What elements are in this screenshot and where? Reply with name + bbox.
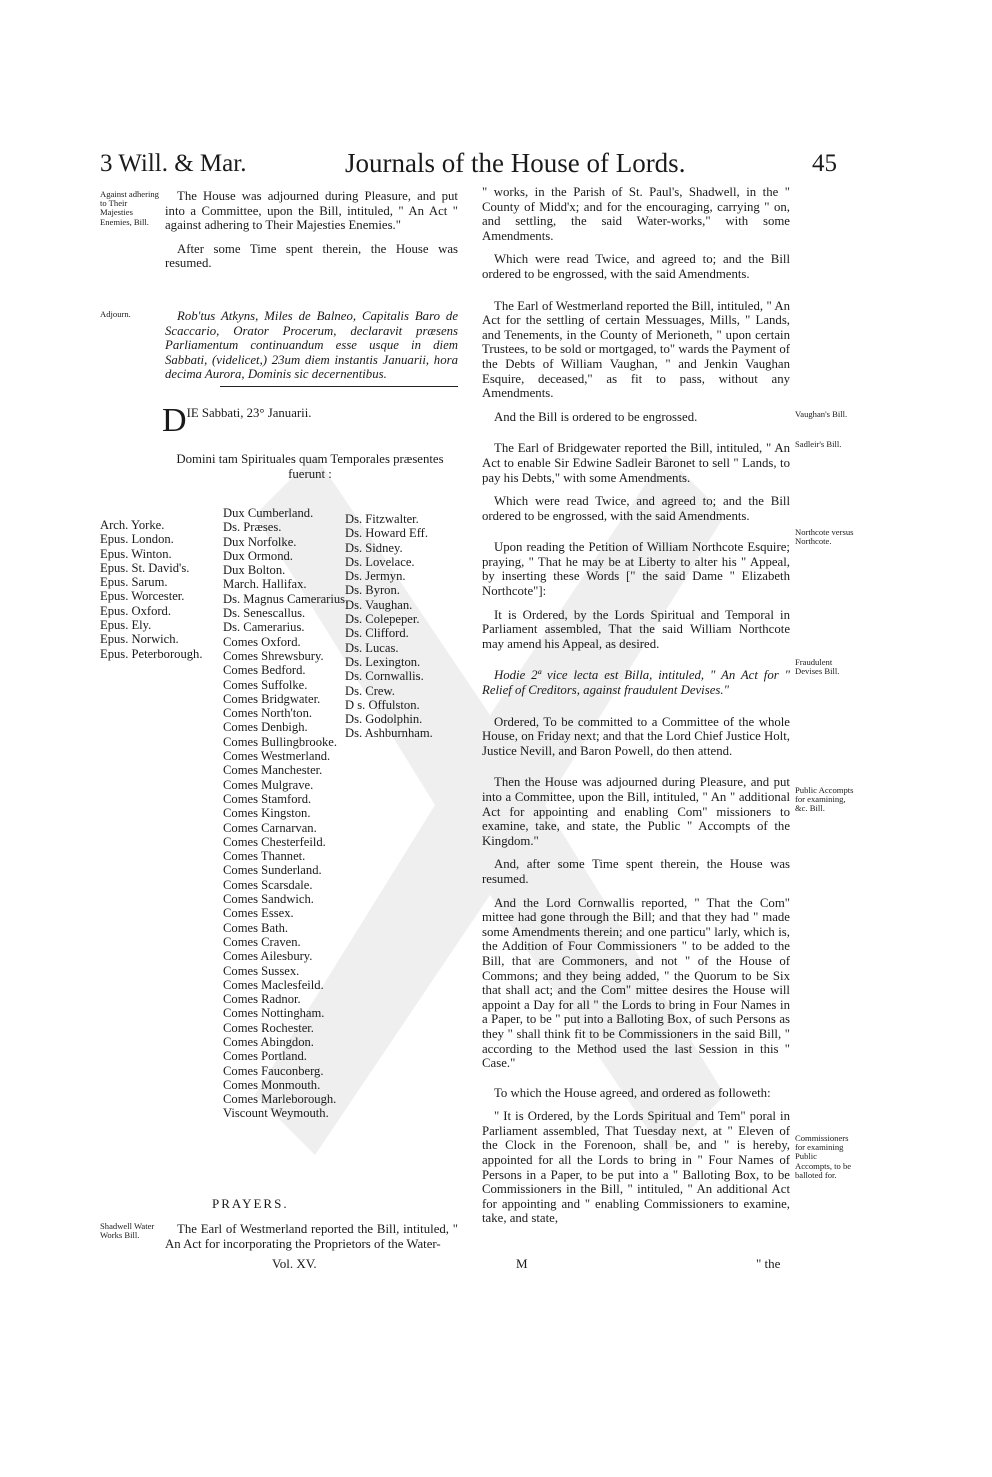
- baron-entry: Ds. Fitzwalter.: [345, 512, 419, 526]
- lord-entry: Comes Carnarvan.: [223, 820, 317, 835]
- bishop-entry: Epus. Ely.: [100, 618, 152, 633]
- section-divider: [220, 386, 458, 387]
- lord-entry: Comes Kingston.: [223, 806, 311, 821]
- baron-entry: Ds. Lovelace.: [345, 554, 415, 569]
- lord-entry: Comes Abingdon.: [223, 1034, 314, 1049]
- lord-entry: Comes North'ton.: [223, 706, 313, 721]
- bishop-entry: Epus. Norwich.: [100, 632, 179, 647]
- paragraph-house-resumed-2: And, after some Time spent therein, the House was resumed.: [482, 857, 790, 886]
- bishop-entry: Arch. Yorke.: [100, 518, 165, 532]
- lord-entry: Comes Sussex.: [223, 963, 300, 978]
- lord-entry: Comes Sunderland.: [223, 863, 322, 878]
- lord-entry: Comes Shrewsbury.: [223, 648, 324, 663]
- lord-entry: Comes Bath.: [223, 920, 289, 935]
- paragraph-cornwallis-report: And the Lord Cornwallis reported, " That the Com" mittee had gone through the Bill; and that they had " made some Amendments therein; and one particu" larly, which is, the Addition of Four Commissioners " to be added to the Bill, that are Commoners, and not " of the House of Commons; and they being added, " the Quorum to be Six that shall act; and the Com" mittee desires the House will appoint a Day for all " the Lords to bring in Four Names in a Paper, to be " put into a Balloting Box, of such Persons as they " shall think fit to be Commissioners in the said Bill, " according to the Method used the last Session in this " Case.": [482, 895, 790, 1071]
- baron-entry: Ds. Byron.: [345, 583, 400, 598]
- margin-note-sadleir: Sadleir's Bill.: [795, 439, 842, 449]
- lord-entry: Comes Bridgwater.: [223, 691, 321, 706]
- die-drop-cap: D: [162, 402, 187, 439]
- paragraph-ballot-order: " It is Ordered, by the Lords Spiritual and Tem" poral in Parliament assembled, That Tuesday next, at " Eleven of the Clock in the Forenoon, shall be, and " is hereby, appointed for all the Lords to bring in " Four Names of Persons in a Paper, to be put into a " Balloting Box, to be Commissioners in the Bill, " intituled, " An additional Act for appointing and " enabling Commissioners to examine, take, and state,: [482, 1109, 790, 1226]
- baron-entry: Ds. Cornwallis.: [345, 669, 424, 684]
- lord-entry: Comes Nottingham.: [223, 1006, 325, 1021]
- margin-note-commissioners: Commissioners for examining Public Accompts, to be balloted for.: [795, 1133, 852, 1180]
- list-bishops: [100, 518, 202, 661]
- bishop-entry: Epus. Worcester.: [100, 589, 185, 604]
- baron-entry: Ds. Crew.: [345, 683, 395, 698]
- paragraph-vaughan-engrossed: And the Bill is ordered to be engrossed.: [494, 409, 698, 424]
- lord-entry: Comes Fauconberg.: [223, 1063, 324, 1078]
- bishop-entry: Epus. Winton.: [100, 546, 172, 561]
- bishop-entry: Epus. Oxford.: [100, 603, 172, 618]
- margin-note-against-enemies: Against adhering to Their Majesties Enemies, Bill.: [100, 189, 159, 227]
- lord-entry: Comes Manchester.: [223, 763, 323, 778]
- lord-entry: Viscount Weymouth.: [223, 1106, 329, 1121]
- lord-entry: Comes Maclesfeild.: [223, 977, 324, 992]
- lord-entry: Comes Radnor.: [223, 992, 301, 1007]
- bishop-entry: Epus. Peterborough.: [100, 646, 203, 661]
- lord-entry: Ds. Camerarius.: [223, 620, 305, 635]
- volume-mark: Vol. XV.: [272, 1256, 317, 1271]
- baron-entry: Ds. Lexington.: [345, 654, 421, 669]
- lord-entry: Comes Chesterfeild.: [223, 834, 326, 849]
- lord-entry: Comes Oxford.: [223, 634, 301, 649]
- lord-entry: Ds. Præses.: [223, 520, 282, 535]
- baron-entry: Ds. Howard Eff.: [345, 526, 429, 541]
- paragraph-sadleir-read: Which were read Twice, and agreed to; and the Bill ordered to be engrossed, with the said Amendments.: [482, 494, 790, 523]
- list-barons: [345, 512, 433, 741]
- margin-note-public-accompts: Public Accompts for examining, &c. Bill.: [795, 785, 854, 814]
- paragraph-shadwell-read: Which were read Twice, and agreed to; and the Bill ordered to be engrossed, with the said Amendments.: [482, 252, 790, 281]
- baron-entry: Ds. Clifford.: [345, 626, 409, 641]
- lord-entry: Comes Portland.: [223, 1049, 307, 1064]
- lord-entry: Comes Thannet.: [223, 849, 306, 864]
- paragraph-shadwell-report: The Earl of Westmerland reported the Bill, intituled, " An Act for incorporating the Proprietors of the Water-: [165, 1222, 458, 1251]
- baron-entry: Ds. Ashburnham.: [345, 726, 433, 741]
- prayers-heading: PRAYERS.: [212, 1196, 289, 1211]
- paragraph-house-resumed: After some Time spent therein, the House was resumed.: [165, 241, 458, 271]
- page-header-regnal-year: 3 Will. & Mar.: [100, 150, 247, 177]
- paragraph-public-accompts-committee: Then the House was adjourned during Pleasure, and put into a Committee, upon the Bill, intituled, " An " additional Act for appointing and enabling Com" missioners to examine, take, and state, the Public " Accompts of the Kingdom.": [482, 775, 790, 848]
- bishop-entry: Epus. London.: [100, 532, 174, 547]
- list-dukes-earls: [223, 506, 348, 1121]
- paragraph-northcote-petition: Upon reading the Petition of William Northcote Esquire; praying, " That he may be at Liberty to alter his " Appeal, by inserting these Words [" the said Dame " Elizabeth Northcote"]:: [482, 540, 790, 599]
- margin-note-northcote: Northcote versus Northcote.: [795, 527, 854, 547]
- baron-entry: D s. Offulston.: [345, 697, 420, 712]
- lord-entry: Ds. Magnus Camerarius.: [223, 591, 349, 606]
- baron-entry: Ds. Colepeper.: [345, 612, 420, 627]
- margin-note-shadwell: Shadwell Water Works Bill.: [100, 1221, 155, 1241]
- lord-entry: Comes Bedford.: [223, 663, 306, 678]
- die-date: IE Sabbati, 23° Januarii.: [186, 406, 312, 420]
- signature-mark: M: [516, 1256, 528, 1271]
- paragraph-commit-order: Ordered, To be committed to a Committee of the whole House, on Friday next; and that the Lord Chief Justice Holt, Justice Nevill, and Baron Powell, do then attend.: [482, 714, 790, 758]
- lord-entry: Dux Norfolke.: [223, 534, 297, 549]
- present-lords-line: Domini tam Spirituales quam Temporales præsentes fuerunt :: [176, 452, 444, 481]
- baron-entry: Ds. Jermyn.: [345, 569, 406, 584]
- bishop-entry: Epus. St. David's.: [100, 560, 190, 575]
- lord-entry: Dux Cumberland.: [223, 506, 314, 520]
- lord-entry: Comes Essex.: [223, 906, 294, 921]
- present-heading: [162, 452, 458, 490]
- day-heading: [162, 402, 458, 445]
- lord-entry: Comes Stamford.: [223, 791, 312, 806]
- paragraph-latin-adjournment: Rob'tus Atkyns, Miles de Balneo, Capitalis Baro de Scaccario, Orator Procerum, declaravit præsens Parliamentum continuandum esse usque in diem Sabbati, (videlicet,) 23um diem instantis Januarii, hora decima Aurora, Dominis sic decernentibus.: [165, 309, 458, 382]
- right-column: [482, 185, 790, 1235]
- lord-entry: Comes Ailesbury.: [223, 949, 313, 964]
- margin-note-vaughan: Vaughan's Bill.: [795, 409, 848, 419]
- lord-entry: Comes Bullingbrooke.: [223, 734, 338, 749]
- paragraph-committee-against-enemies: The House was adjourned during Pleasure, and put into a Committee, upon the Bill, intituled, " An Act " against adhering to Their Majesties Enemies.": [165, 189, 458, 233]
- left-column-top: [165, 189, 458, 280]
- lord-entry: Comes Rochester.: [223, 1020, 314, 1035]
- lord-entry: Comes Suffolke.: [223, 677, 308, 692]
- paragraph-house-agreed: To which the House agreed, and ordered as followeth:: [494, 1085, 771, 1100]
- left-column-adjourn: [165, 309, 458, 391]
- lord-entry: Dux Bolton.: [223, 563, 286, 578]
- left-column-bottom: [165, 1222, 458, 1260]
- lord-entry: Comes Westmerland.: [223, 749, 331, 764]
- paragraph-sadleir-report: The Earl of Bridgewater reported the Bill, intituled, " An Act to enable Sir Edwine Sadleir Baronet to sell " Lands, to pay his Debts," with some Amendments.: [482, 441, 790, 485]
- paragraph-northcote-ordered: It is Ordered, by the Lords Spiritual and Temporal in Parliament assembled, That the said William Northcote may amend his Appeal, as desired.: [482, 607, 790, 651]
- baron-entry: Ds. Lucas.: [345, 640, 399, 655]
- lord-entry: Comes Craven.: [223, 934, 301, 949]
- lord-entry: Dux Ormond.: [223, 548, 293, 563]
- baron-entry: Ds. Sidney.: [345, 540, 403, 555]
- lord-entry: Comes Marleborough.: [223, 1092, 337, 1107]
- page-header-title: Journals of the House of Lords.: [345, 148, 686, 178]
- margin-note-adjourn: Adjourn.: [100, 309, 131, 319]
- lord-entry: Comes Denbigh.: [223, 720, 308, 735]
- lord-entry: Comes Sandwich.: [223, 892, 314, 907]
- lord-entry: Comes Scarsdale.: [223, 877, 313, 892]
- lord-entry: Comes Monmouth.: [223, 1077, 321, 1092]
- lord-entry: Comes Mulgrave.: [223, 777, 314, 792]
- bishop-entry: Epus. Sarum.: [100, 575, 168, 590]
- baron-entry: Ds. Godolphin.: [345, 712, 423, 727]
- lord-entry: Ds. Senescallus.: [223, 606, 306, 621]
- page-number: 45: [812, 150, 837, 177]
- catchword: " the: [756, 1256, 781, 1271]
- margin-note-fraudulent-devises: Fraudulent Devises Bill.: [795, 657, 840, 677]
- paragraph-vaughan-report: The Earl of Westmerland reported the Bill, intituled, " An Act for the settling of certain Messuages, Mills, " Lands, and Tenements, in the County of Merioneth, " upon certain Trustees, to be sold or mortgaged, to" wards the Payment of the Debts of William Vaughan, " and Jenkin Vaughan Esquire, deceased," as fit to pass, without any Amendments.: [482, 298, 790, 401]
- lord-entry: March. Hallifax.: [223, 577, 307, 592]
- paragraph-shadwell-continued: " works, in the Parish of St. Paul's, Shadwell, in the " County of Midd'x; and for the encouraging, carrying " on, and settling, the said Water-works," with some Amendments.: [482, 185, 790, 243]
- baron-entry: Ds. Vaughan.: [345, 597, 413, 612]
- paragraph-fraudulent-devises: Hodie 2ª vice lecta est Billa, intituled, " An Act for " Relief of Creditors, against fraudulent Devises.": [482, 668, 790, 698]
